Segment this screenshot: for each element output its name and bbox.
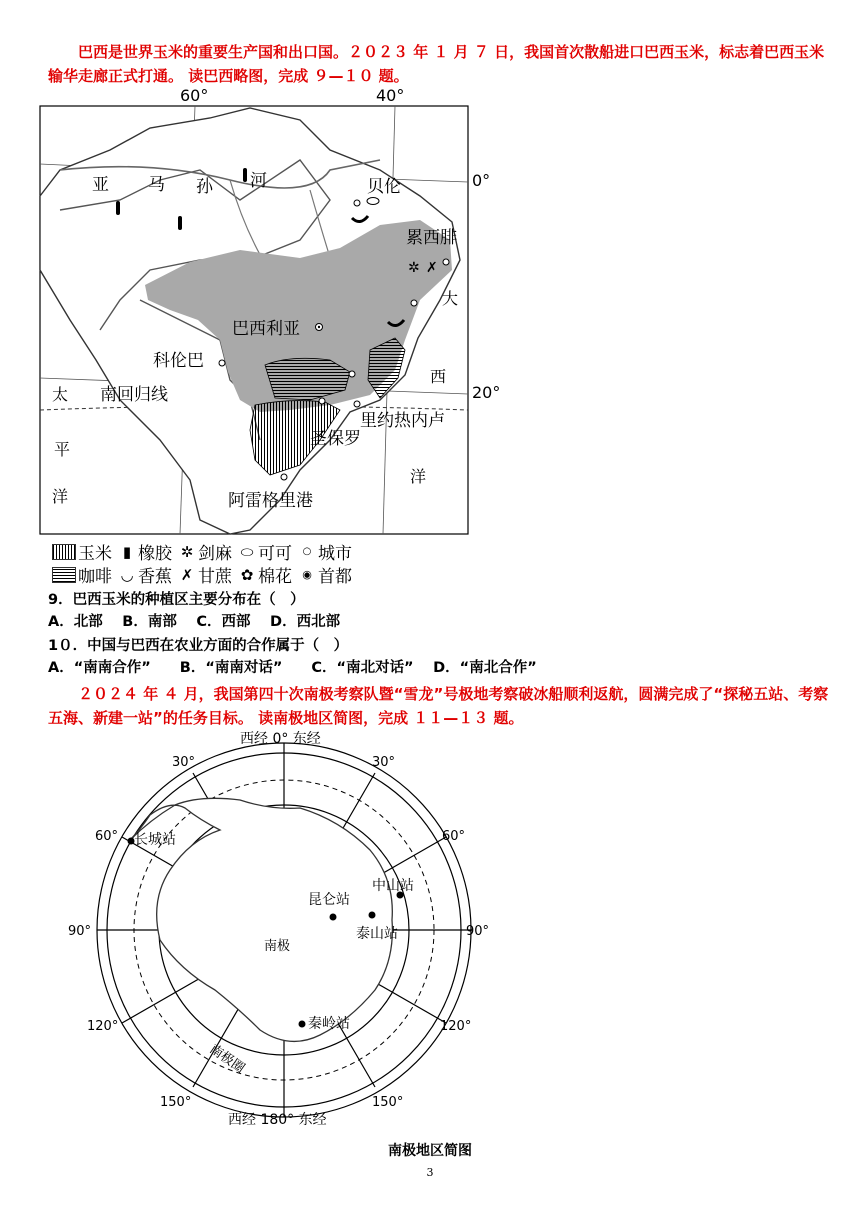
- map-caption: 南极地区简图: [388, 1143, 472, 1159]
- city-recife: 累西腓: [406, 228, 457, 248]
- question-9-options: A．北部 B．南部 C．西部 D．西北部: [48, 614, 341, 630]
- river-char-4: 河: [250, 171, 267, 191]
- question-9-stem: 9．巴西玉米的种植区主要分布在（ ）: [48, 592, 305, 608]
- lon-40: 40°: [376, 86, 405, 105]
- city-portoalegre: 阿雷格里港: [228, 491, 313, 511]
- city-belem: 贝伦: [367, 177, 401, 197]
- legend-rubber: 橡胶: [138, 544, 172, 564]
- deg-120-e: 120°: [440, 1019, 472, 1034]
- deg-150-w: 150°: [160, 1095, 192, 1110]
- city-rio: 里约热内卢: [360, 411, 445, 431]
- deg-30-e: 30°: [372, 755, 396, 770]
- river-char-3: 孙: [196, 177, 213, 197]
- coffee-hatch-swatch: [52, 567, 76, 583]
- pacific-1: 太: [52, 385, 69, 404]
- legend-capital: 首都: [318, 567, 352, 587]
- city-icon: ○: [302, 546, 312, 557]
- page-number: 3: [426, 1166, 434, 1179]
- legend-coffee: 咖啡: [78, 567, 112, 587]
- legend-banana: 香蕉: [138, 567, 172, 587]
- antarctic-circle-label: 南极圈: [206, 1041, 248, 1077]
- sisal-icon: ✲: [408, 260, 420, 276]
- question-10-options: A．“南南合作” B．“南南对话” C．“南北对话” D．“南北合作”: [48, 660, 537, 676]
- station-zhongshan: 中山站: [372, 878, 414, 894]
- rubber-icon: ▮: [122, 542, 132, 561]
- banana-icon: ◡: [120, 565, 134, 584]
- intro-paragraph-antarctic: ２０２４ 年 ４ 月，我国第四十次南极考察队暨“雪龙”号极地考察破冰船顺利返航，圆满完成了“探秘五站、考察五海、新建一站”的任务目标。 读南极地区简图，完成 １１—１３ 题。: [48, 685, 829, 727]
- legend-city: 城市: [318, 544, 352, 564]
- deg-120-w: 120°: [87, 1019, 119, 1034]
- corn-hatch-swatch: [52, 544, 76, 560]
- station-taishan: 泰山站: [356, 926, 398, 942]
- legend-cotton: 棉花: [258, 567, 292, 587]
- antarctic-map: [60, 728, 510, 1138]
- deg-60-w: 60°: [95, 829, 119, 844]
- station-kunlun-marker: [330, 914, 337, 921]
- lat-20: 20°: [472, 383, 501, 402]
- legend-cocoa: 可可: [258, 544, 292, 564]
- legend-corn: 玉米: [78, 544, 112, 564]
- lon-60: 60°: [180, 86, 209, 105]
- city-brasilia: 巴西利亚: [232, 319, 300, 339]
- deg-90-e: 90°: [466, 924, 490, 939]
- legend-sisal: 剑麻: [198, 544, 232, 564]
- station-qinling: 秦岭站: [308, 1016, 350, 1032]
- sugarcane-icon: ✗: [180, 565, 194, 584]
- atlantic-1: 大: [442, 289, 459, 308]
- city-saopaulo: 圣保罗: [310, 429, 361, 449]
- lat-0: 0°: [472, 171, 491, 190]
- deg-90-w: 90°: [68, 924, 92, 939]
- brazil-map: [0, 84, 860, 540]
- sisal-icon: ✲: [180, 542, 194, 561]
- station-taishan-marker: [369, 912, 376, 919]
- atlantic-2: 西: [430, 367, 447, 386]
- deg-60-e: 60°: [442, 829, 466, 844]
- deg-150-e: 150°: [372, 1095, 404, 1110]
- station-kunlun: 昆仑站: [308, 892, 350, 908]
- south-pole-label: 南极: [264, 939, 291, 954]
- deg-30-w: 30°: [172, 755, 196, 770]
- cocoa-icon: [367, 198, 379, 205]
- cocoa-icon: ⬭: [240, 542, 254, 561]
- river-char-2: 马: [148, 175, 165, 195]
- map-legend: [52, 540, 358, 586]
- question-10-stem: 1０．中国与巴西在农业方面的合作属于（ ）: [48, 638, 349, 654]
- top-meridian-label: 西经 0° 东经: [240, 731, 321, 747]
- sugarcane-icon: ✗: [426, 260, 438, 276]
- station-changcheng: 长城站: [134, 832, 176, 848]
- intro-paragraph-brazil: 巴西是世界玉米的重要生产国和出口国。２０２３ 年 １ 月 ７ 日，我国首次散船进口巴西玉米，标志着巴西玉米输华走廊正式打通。 读巴西略图，完成 ９—１０ 题。: [48, 43, 825, 85]
- city-curitiba: 科伦巴: [153, 351, 204, 371]
- station-qinling-marker: [299, 1021, 306, 1028]
- pacific-2: 平: [54, 440, 71, 459]
- bottom-meridian-label: 西经 180° 东经: [228, 1112, 327, 1128]
- tropic-label: 南回归线: [100, 385, 168, 405]
- atlantic-3: 洋: [410, 467, 427, 486]
- capital-icon: ◉: [302, 568, 312, 581]
- cotton-icon: ✿: [240, 565, 254, 584]
- river-char-1: 亚: [92, 175, 109, 195]
- pacific-3: 洋: [52, 487, 69, 506]
- legend-sugarcane: 甘蔗: [198, 567, 232, 587]
